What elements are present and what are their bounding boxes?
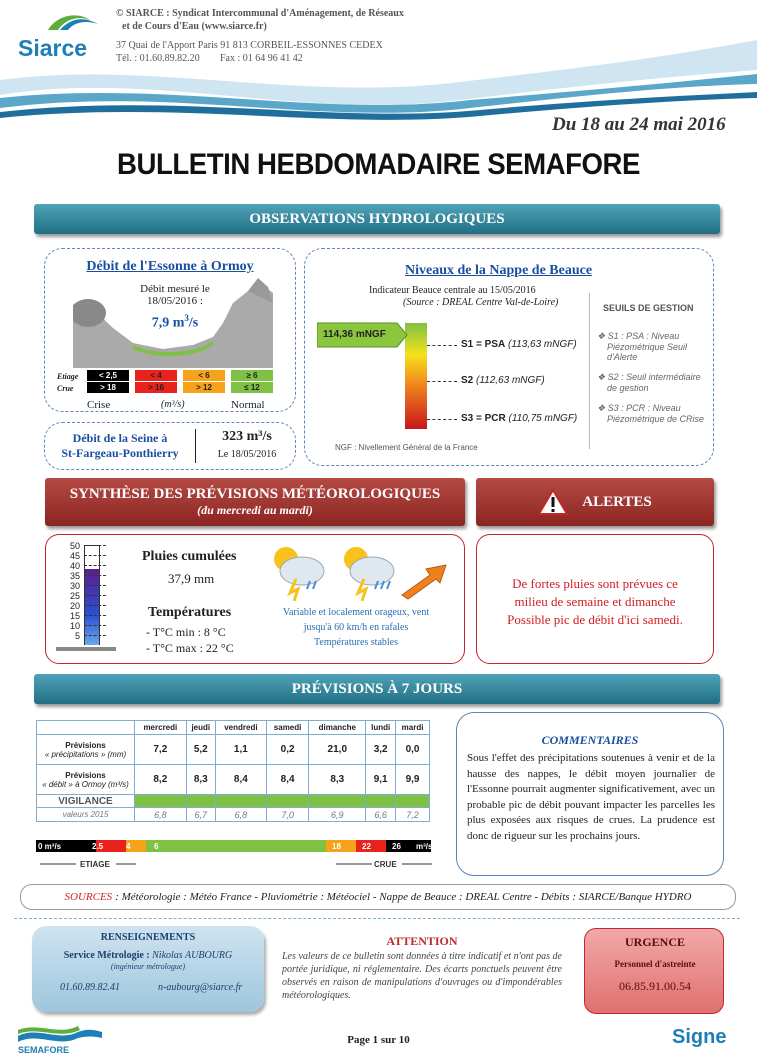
rain-tick-label: 5 [74,631,80,641]
scale-cell-etiage: < 4 [135,370,177,381]
day-header: jeudi [186,721,215,735]
commentaires-title: COMMENTAIRES [541,733,639,747]
vigilance-cell [135,795,187,808]
scale-segment [146,840,326,852]
pluies-value: 37,9 mm [168,571,215,586]
debit-value: 8,3 [186,765,215,795]
essonne-box [44,248,296,412]
precip-value: 5,2 [186,735,215,765]
nappe-title: Niveaux de la Nappe de Beauce [405,263,593,278]
storm-icon-2 [336,541,400,601]
alertes-line2: milieu de semaine et dimanche [514,594,676,609]
valeurs-value: 6,9 [309,808,366,822]
day-header: mercredi [135,721,187,735]
debit-value: 8,3 [309,765,366,795]
observations-banner: OBSERVATIONS HYDROLOGIQUES [34,204,720,234]
seuil-item: ❖ S1 : PSA : Niveau Piézométrique Seuil d'Alerte [597,331,688,362]
day-header: dimanche [309,721,366,735]
scale-segment [326,840,356,852]
day-header: samedi [266,721,308,735]
temp-label: Températures [148,605,232,620]
sources-label: SOURCES [64,891,113,903]
alertes-line1: De fortes pluies sont prévues ce [512,576,678,591]
page-title: BULLETIN HEBDOMADAIRE SEMAFORE [117,148,640,181]
valeurs-value: 7,2 [396,808,430,822]
nappe-source: (Source : DREAL Centre Val-de-Loire) [403,297,559,308]
renseignements-service: Service Métrologie : Nikolas AUBOURG [63,950,233,961]
weather-desc [256,605,456,650]
urgence-title: URGENCE [624,935,685,949]
precip-value: 1,1 [215,735,266,765]
siarce-logo [18,10,108,62]
s1-line [427,345,457,346]
valeurs-value: 7,0 [266,808,308,822]
alertes-line3: Possible pic de débit d'ici samedi. [507,612,683,627]
measured-label: Débit mesuré le [140,283,210,295]
precip-value: 7,2 [135,735,187,765]
rain-tick-mark [84,565,106,566]
rain-tick-label: 30 [69,581,80,591]
precip-label-2: « précipitations » (mm) [44,749,127,759]
debit-value: 9,9 [396,765,430,795]
commentaires-text: Sous l'effet des précipitations soutenues à venir et de la hausse des nappes, le débit moyen journalier de l'Essonne pourrait augmenter significativement, avec un probable pic de débit pouvant impacter les parcelles les plus exposées aux risques de crues. La prudence est donc de rigueur sur les prochains jours. [467,752,715,842]
renseignements-role: (ingénieur métrologue) [110,962,186,971]
rain-gauge [66,541,126,651]
day-header: lundi [366,721,396,735]
seuils-list [597,331,709,434]
essonne-value: 7,9 $m^3/s$ [151,313,199,331]
scale-cell-etiage: < 6 [183,370,225,381]
s2-line [427,381,457,382]
scale-cell-etiage: ≥ 6 [231,370,273,381]
page-number: Page 1 sur 10 [347,1034,410,1046]
vigilance-cell [215,795,266,808]
forecast-table [36,720,430,822]
etiage-label: ETIAGE [80,860,110,869]
rain-tick-mark [84,605,106,606]
valeurs-value: 6,8 [135,808,187,822]
urgence-phone: 06.85.91.00.54 [619,979,691,993]
sources-bar [20,884,736,910]
date-range: Du 18 au 24 mai 2016 [552,114,726,135]
normal-label: Normal [231,399,265,411]
scale-tick-label: 2.5 [92,842,104,851]
vigilance-scale [36,838,436,874]
vigilance-cell [396,795,430,808]
rain-tick-mark [84,635,106,636]
nappe-current: 114,36 mNGF [323,329,386,340]
unit-label: (m³/s) [161,399,185,410]
s2-label: S2 (112,63 mNGF) [461,375,545,386]
seine-divider [195,429,196,463]
seine-title-2: St-Fargeau-Ponthierry [61,446,179,460]
separator [14,918,740,919]
vigilance-cell [266,795,308,808]
scale-tick-label: 18 [332,842,341,851]
previsions-banner: PRÉVISIONS À 7 JOURS [34,674,720,704]
corner-cell [37,721,135,735]
rain-tick-mark [84,555,106,556]
row-label-crue: Crue [57,384,74,393]
alertes-banner-label: ALERTES [582,493,652,510]
weather-line2: jusqu'à 60 km/h en rafales [303,622,409,633]
rain-tick-label: 15 [69,611,80,621]
pluies-label: Pluies cumulées [142,549,237,564]
alertes-banner [476,478,714,526]
rain-tick-mark [84,575,106,576]
wind-arrow-icon [400,561,450,601]
day-header: vendredi [215,721,266,735]
siarce-logo-text: Siarce [18,35,88,61]
attention-text: Les valeurs de ce bulletin sont données à titre indicatif et n'ont pas de portée juridique, ni réglementaire. Des écarts ponctuels peuvent être observés en raison de manipulations d'ouvrages ou d'impondérables météorologiques. [282,951,562,1001]
siarce-logo-mark [18,10,108,32]
signe-logo: Signe [672,1026,727,1048]
seuils-divider [589,293,590,449]
valeurs-label: valeurs 2015 [37,808,135,822]
rain-tick-mark [84,625,106,626]
synthese-banner-line2: (du mercredi au mardi) [197,503,313,517]
scale-tick-label: 4 [126,842,131,851]
synthese-box [45,534,465,664]
day-header: mardi [396,721,430,735]
vigilance-label: VIGILANCE [37,795,135,808]
debit-label [37,765,135,795]
ngf-note: NGF : Nivellement Général de la France [335,443,478,452]
vigilance-cell [309,795,366,808]
seuils-title: SEUILS DE GESTION [603,303,694,313]
weather-line1: Variable et localement orageux, vent [282,607,430,618]
nappe-box [304,248,714,466]
rain-tick-mark [84,595,106,596]
precip-label [37,735,135,765]
seine-date: Le 18/05/2016 [217,449,277,460]
essonne-title: Débit de l'Essonne à Ormoy [86,259,254,274]
precip-value: 21,0 [309,735,366,765]
synthese-banner-line1: SYNTHÈSE DES PRÉVISIONS MÉTÉOROLOGIQUES [69,486,441,502]
urgence-box [584,928,724,1014]
renseignements-box [32,926,264,1012]
crise-label: Crise [87,399,111,411]
rain-tick-label: 25 [69,591,80,601]
precip-label-1: Prévisions [65,740,106,750]
s3-label: S3 = PCR (110,75 mNGF) [461,413,578,424]
synthese-banner [45,478,465,526]
rain-base [56,647,116,651]
tmax: - T°C max : 22 °C [146,641,234,655]
valeurs-value: 6,6 [366,808,396,822]
rain-tick-label: 10 [69,621,80,631]
scale-cell-etiage: < 2,5 [87,370,129,381]
nappe-indicator: Indicateur Beauce centrale au 15/05/2016 [369,285,536,296]
seine-title-1: Débit de la Seine à [72,431,168,445]
warning-icon [538,489,568,515]
scale-cell-crue: ≤ 12 [231,382,273,393]
rain-tick-label: 40 [69,561,80,571]
scale-tick-label: 6 [154,842,159,851]
debit-value: 9,1 [366,765,396,795]
precip-value: 0,0 [396,735,430,765]
alertes-text [477,575,713,629]
renseignements-title: RENSEIGNEMENTS [100,932,196,943]
scale-tick-label: 26 [392,842,401,851]
renseignements-email: n-aubourg@siarce.fr [158,982,243,993]
precip-value: 0,2 [266,735,308,765]
scale-tick-label: 0 m³/s [38,842,62,851]
renseignements-phone: 01.60.89.82.41 [60,982,120,993]
urgence-label: Personnel d'astreinte [614,959,696,969]
semafore-logo-text: SEMAFORE [18,1045,70,1055]
scale-segment [356,840,386,852]
vigilance-cell [186,795,215,808]
rain-tick-mark [84,585,106,586]
org-line1: © SIARCE : Syndicat Intercommunal d'Aménagement, de Réseaux [116,8,404,19]
s1-label: S1 = PSA (113,63 mNGF) [461,339,577,350]
s3-line [427,419,457,420]
valeurs-value: 6,7 [186,808,215,822]
debit-value: 8,4 [266,765,308,795]
address: 37 Quai de l'Apport Paris 91 813 CORBEIL-ESSONNES CEDEX [116,40,383,51]
alertes-box [476,534,714,664]
debit-label-1: Prévisions [65,770,106,780]
weather-line3: Températures stables [314,637,398,648]
scale-tick-label: m³/s [416,842,433,851]
vigilance-cell [366,795,396,808]
rain-tick-label: 45 [69,551,80,561]
attention-title: ATTENTION [386,934,458,948]
row-label-etiage: Etiage [57,372,79,381]
rain-tick-mark [84,545,106,546]
scale-cell-crue: > 16 [135,382,177,393]
seine-value: 323 m³/s [222,429,272,444]
tmin: - T°C min : 8 °C [146,625,226,639]
precip-value: 3,2 [366,735,396,765]
rain-fill [85,569,99,645]
rain-tick-label: 50 [69,541,80,551]
debit-label-2: « débit » à Ormoy (m³/s) [42,779,129,789]
commentaires-box [456,712,724,876]
fax: Fax : 01 64 96 41 42 [220,53,303,64]
debit-value: 8,4 [215,765,266,795]
seuil-item: ❖ S3 : PCR : Niveau Piézométrique de CRise [597,403,705,424]
scale-cell-crue: > 18 [87,382,129,393]
rain-tick-mark [84,615,106,616]
storm-icon-1 [266,541,330,601]
scale-tick-label: 22 [362,842,371,851]
rain-tick-label: 35 [69,571,80,581]
seuil-item: ❖ S2 : Seuil intermédiaire de gestion [597,372,701,393]
debit-value: 8,2 [135,765,187,795]
tel: Tél. : 01.60.89.82.20 [116,53,200,64]
org-line2: et de Cours d'Eau (www.siarce.fr) [122,21,267,32]
measured-date: 18/05/2016 : [147,295,203,307]
crue-label: CRUE [374,860,397,869]
sources-text: : Météorologie : Météo France - Pluviométrie : Météociel - Nappe de Beauce : DREAL Centre - Débits : SIARCE/Banque HYDRO [115,891,692,903]
seine-box [44,422,296,470]
scale-cell-crue: > 12 [183,382,225,393]
valeurs-value: 6,8 [215,808,266,822]
rain-tick-label: 20 [69,601,80,611]
